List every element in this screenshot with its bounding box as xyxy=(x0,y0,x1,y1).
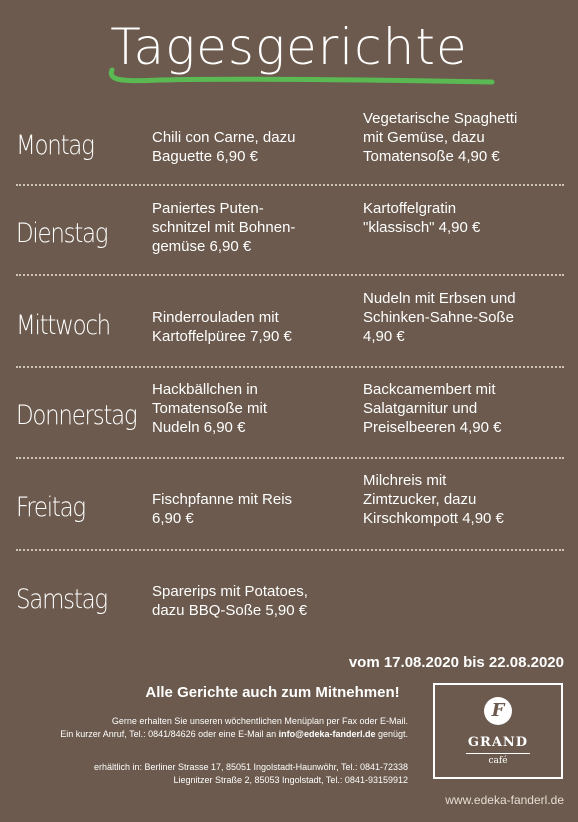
addresses xyxy=(94,761,408,787)
title-underline xyxy=(100,58,500,98)
logo-sub: café xyxy=(488,756,508,766)
website-link[interactable]: www.edeka-fanderl.de xyxy=(445,793,564,807)
divider xyxy=(16,274,564,276)
menu-row-mittwoch xyxy=(0,282,578,372)
menu-row-montag xyxy=(0,102,578,192)
menu-row-freitag xyxy=(0,464,578,554)
menu-row-samstag xyxy=(0,556,578,646)
dish-vegetarian: Vegetarische Spaghetti mit Gemüse, dazu Tomatensoße 4,90 € xyxy=(363,110,518,165)
address-line: Liegnitzer Straße 2, 85053 Ingolstadt, Tel.: 0841-93159912 xyxy=(173,775,408,785)
grand-cafe-logo xyxy=(433,683,563,779)
dish-main: Sparerips mit Potatoes, dazu BBQ-Soße 5,90 € xyxy=(152,583,308,619)
divider xyxy=(16,549,564,551)
dish-vegetarian: Milchreis mit Zimtzucker, dazu Kirschkompott 4,90 € xyxy=(363,472,504,527)
takeaway-note: Alle Gerichte auch zum Mitnehmen! xyxy=(145,684,400,701)
logo-rule xyxy=(466,753,530,754)
divider xyxy=(16,366,564,368)
dish-vegetarian: Nudeln mit Erbsen und Schinken-Sahne-Soße 4,90 € xyxy=(363,290,516,345)
day-label: Samstag xyxy=(16,584,107,615)
day-label: Montag xyxy=(16,130,94,161)
menu-row-donnerstag xyxy=(0,372,578,462)
logo-f-icon: F xyxy=(484,697,512,725)
dish-main: Rinderrouladen mit Kartoffelpüree 7,90 € xyxy=(152,309,292,345)
logo-name: GRAND xyxy=(467,735,529,750)
day-label: Freitag xyxy=(16,492,85,523)
dish-vegetarian: Backcamembert mit Salatgarnitur und Preiselbeeren 4,90 € xyxy=(363,381,502,436)
date-range: vom 17.08.2020 bis 22.08.2020 xyxy=(348,654,564,671)
dish-main: Paniertes Puten- schnitzel mit Bohnen- gemüse 6,90 € xyxy=(152,200,296,255)
dish-vegetarian: Kartoffelgratin "klassisch" 4,90 € xyxy=(363,200,481,236)
email-link[interactable]: info@edeka-fanderl.de xyxy=(278,729,376,739)
dish-main: Chili con Carne, dazu Baguette 6,90 € xyxy=(152,129,296,165)
menu-title: Tagesgerichte xyxy=(110,18,468,76)
dish-main: Hackbällchen in Tomatensoße mit Nudeln 6,90 € xyxy=(152,381,268,436)
day-label: Donnerstag xyxy=(16,400,137,431)
menu-row-dienstag xyxy=(0,190,578,280)
divider xyxy=(16,457,564,459)
dish-main: Fischpfanne mit Reis 6,90 € xyxy=(152,491,293,527)
info-line: Gerne erhalten Sie unseren wöchentlichen Menüplan per Fax oder E-Mail. xyxy=(111,716,408,726)
address-line: erhältlich in: Berliner Strasse 17, 85051 Ingolstadt-Haunwöhr, Tel.: 0841-72338 xyxy=(93,762,408,772)
info-line: Ein kurzer Anruf, Tel.: 0841/84626 oder eine E-Mail an info@edeka-fanderl.de genügt. xyxy=(60,729,408,739)
day-label: Mittwoch xyxy=(16,310,110,341)
day-label: Dienstag xyxy=(16,218,108,249)
divider xyxy=(16,184,564,186)
contact-info xyxy=(60,715,408,741)
